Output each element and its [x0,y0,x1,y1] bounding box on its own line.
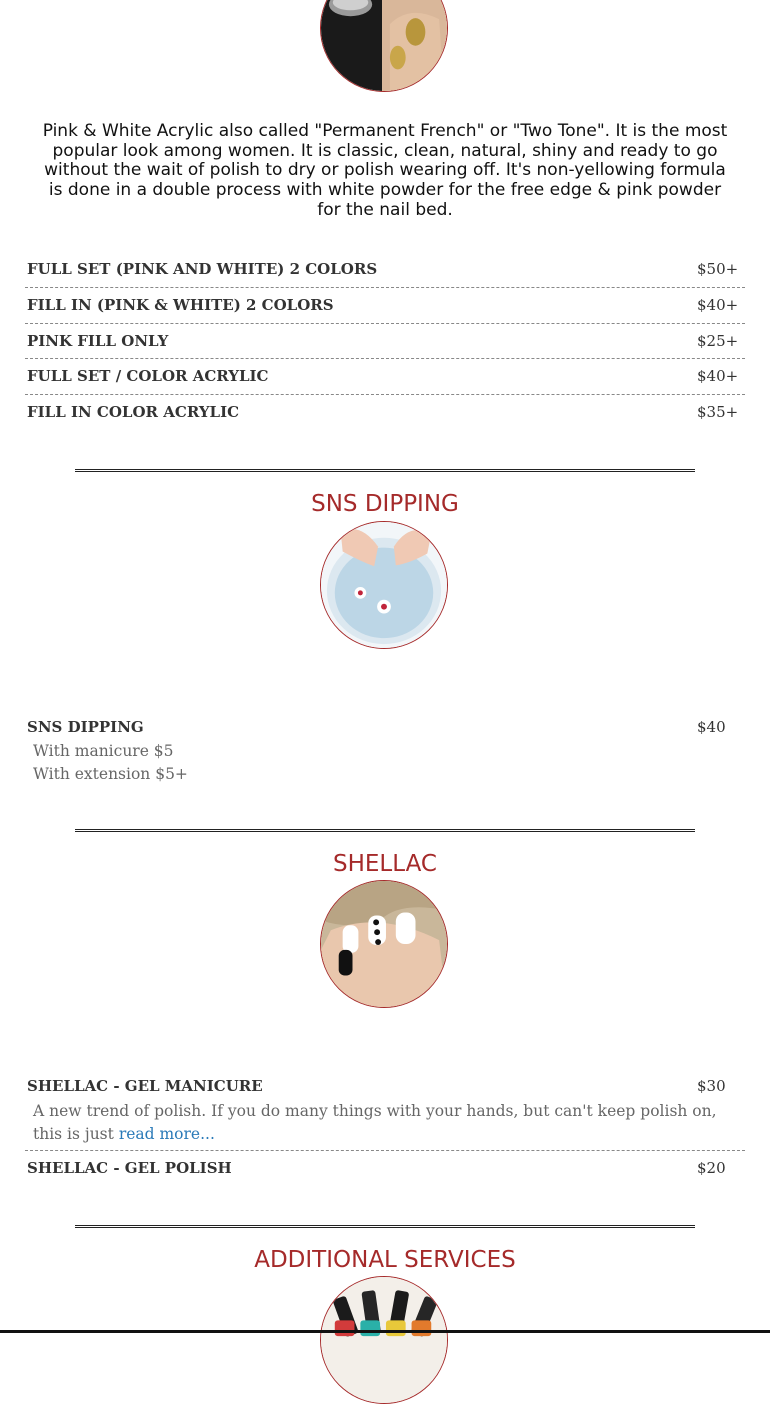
acrylic-image [320,0,448,92]
sns-option: With extension $5+ [33,765,188,783]
service-price: $25+ [697,332,739,350]
service-price: $40+ [697,367,739,385]
sns-image [320,521,448,649]
shellac-image [320,880,448,1008]
additional-section-title: ADDITIONAL SERVICES [254,1247,516,1273]
row-divider [25,394,745,395]
shellac-description-line: A new trend of polish. If you do many things with your hands, but can't keep polish on, [33,1102,717,1120]
service-name: FILL IN (PINK & WHITE) 2 COLORS [27,296,334,314]
additional-services-image [320,1276,448,1404]
service-price: $30 [697,1077,726,1095]
shellac-description [33,1100,733,1146]
sns-option: With manicure $5 [33,742,174,760]
service-price: $50+ [697,260,739,278]
section-separator [75,829,695,832]
shellac-section-title: SHELLAC [333,851,437,877]
row-divider [25,1150,745,1151]
service-name: FULL SET / COLOR ACRYLIC [27,367,269,385]
service-name: SHELLAC - GEL POLISH [27,1159,232,1177]
section-separator [75,1225,695,1228]
read-more-link[interactable]: read more... [118,1125,215,1143]
row-divider [25,323,745,324]
section-separator [75,469,695,472]
service-name: FILL IN COLOR ACRYLIC [27,403,240,421]
sns-section-title: SNS DIPPING [311,491,459,517]
service-name: PINK FILL ONLY [27,332,169,350]
service-price: $35+ [697,403,739,421]
row-divider [25,358,745,359]
service-name: SHELLAC - GEL MANICURE [27,1077,263,1095]
shellac-description-text: this is just [33,1125,114,1143]
service-price: $40+ [697,296,739,314]
service-price: $40 [697,718,726,736]
acrylic-description: Pink & White Acrylic also called "Permanent French" or "Two Tone". It is the most popular look among women. It is classic, clean, natural, shiny and ready to go without the wait of polish to dry or polish wearing off. It's non-yellowing formula is done in a double process with white powder for the free edge & pink powder for the nail bed. [42,121,728,220]
service-name: SNS DIPPING [27,718,144,736]
row-divider [25,287,745,288]
service-price: $20 [697,1159,726,1177]
shellac-description-line [33,1123,733,1146]
service-name: FULL SET (PINK AND WHITE) 2 COLORS [27,260,378,278]
